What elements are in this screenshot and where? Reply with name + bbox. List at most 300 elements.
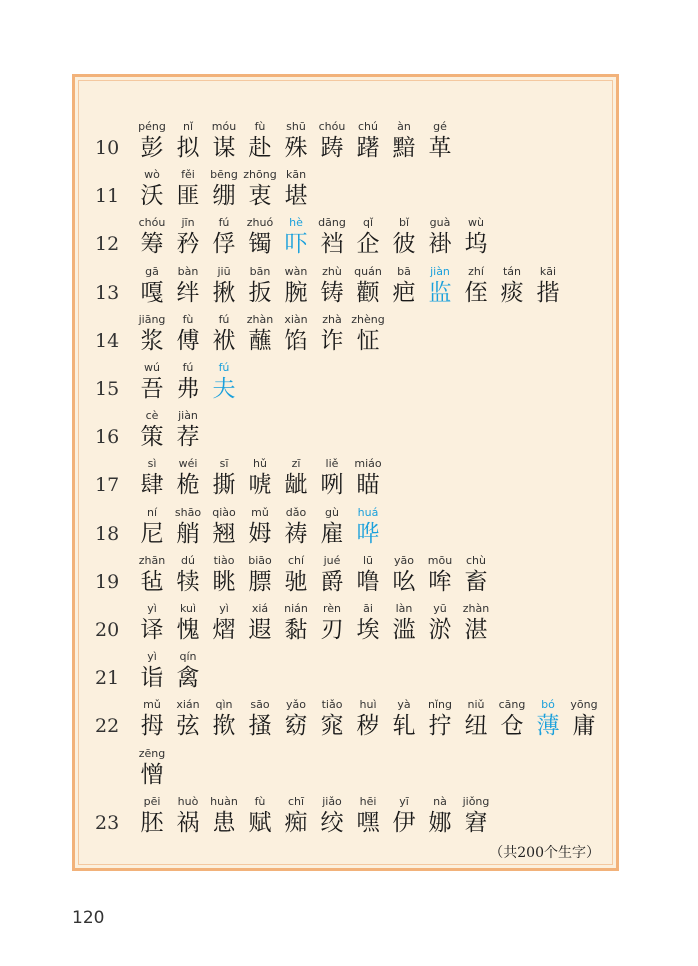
character-cell: [206, 454, 242, 502]
hanzi: 衷: [248, 183, 272, 210]
lesson-row: [75, 310, 616, 358]
lesson-number: 21: [95, 667, 120, 690]
hanzi: 娜: [428, 809, 452, 836]
character-cell: [134, 262, 170, 310]
pinyin: zhān: [138, 553, 166, 567]
pinyin: hēi: [359, 794, 377, 808]
pinyin: qǐ: [362, 216, 374, 230]
pinyin: sī: [219, 457, 229, 471]
pinyin: fú: [218, 216, 230, 230]
total-characters-label: （共200个生字）: [489, 845, 600, 861]
hanzi: 绊: [176, 279, 200, 306]
lesson-row: [75, 358, 616, 406]
character-cell: [314, 454, 350, 502]
pinyin: kuì: [179, 602, 197, 615]
hanzi: 轧: [392, 713, 416, 740]
hanzi: 愧: [176, 617, 200, 643]
hanzi: 秽: [356, 713, 380, 740]
hanzi: 嘿: [356, 809, 380, 836]
lesson-row: [75, 695, 616, 743]
character-cell: [458, 599, 494, 647]
pinyin: ní: [146, 505, 158, 519]
hanzi: 蘸: [248, 327, 272, 354]
pinyin: chī: [287, 794, 305, 808]
pinyin: sì: [147, 457, 157, 471]
pinyin: huàn: [210, 794, 238, 808]
pinyin: fú: [218, 312, 230, 326]
pinyin: yì: [219, 602, 229, 615]
hanzi: 禽: [176, 665, 200, 692]
hanzi: 黏: [284, 617, 308, 643]
pinyin: wú: [144, 361, 160, 374]
pinyin: jiàn: [430, 264, 450, 278]
hanzi: 拇: [140, 713, 164, 740]
hanzi: 窕: [320, 713, 344, 740]
hanzi: 沃: [140, 183, 164, 210]
pinyin: mōu: [427, 553, 453, 567]
hanzi: 毡: [140, 568, 164, 595]
character-cell: [386, 262, 422, 310]
pinyin: jīn: [181, 216, 195, 230]
pinyin: wò: [144, 168, 160, 182]
lesson-number: 10: [95, 137, 120, 159]
character-cell: [134, 744, 170, 792]
hanzi: 俘: [212, 231, 236, 258]
pinyin: rèn: [322, 602, 342, 615]
hanzi: 浆: [140, 327, 164, 354]
hanzi: 搔: [248, 713, 272, 740]
pinyin: qìn: [215, 698, 233, 712]
pinyin: mǔ: [143, 698, 161, 712]
character-table-frame: [72, 74, 619, 871]
lesson-row: [75, 165, 616, 213]
hanzi: 扳: [248, 279, 272, 306]
character-cell: [242, 503, 278, 551]
pinyin: zhuó: [246, 216, 274, 230]
character-cell: [206, 599, 242, 647]
character-cell: [386, 117, 422, 165]
page-number: 120: [72, 908, 105, 928]
character-cell: [134, 647, 170, 695]
pinyin: bó: [541, 698, 555, 712]
hanzi: 匪: [176, 183, 200, 210]
character-cell: [170, 406, 206, 454]
character-cell: [206, 358, 242, 406]
lesson-row: [75, 551, 616, 599]
character-cell: [134, 213, 170, 261]
lesson-number: 18: [95, 522, 120, 545]
character-cell: [314, 695, 350, 743]
character-cell: [278, 213, 314, 261]
character-cell: [170, 165, 206, 213]
hanzi: 诈: [320, 327, 344, 354]
pinyin: jiàn: [178, 409, 198, 423]
character-cell: [422, 551, 458, 599]
hanzi: 仓: [500, 713, 524, 740]
pinyin: huì: [359, 698, 377, 712]
hanzi: 企: [356, 231, 380, 258]
pinyin: wù: [468, 216, 484, 230]
hanzi: 腕: [284, 279, 308, 306]
character-cell: [134, 599, 170, 647]
hanzi: 遐: [248, 617, 272, 643]
hanzi: 爵: [320, 568, 344, 595]
hanzi: 黯: [392, 135, 416, 161]
lesson-row: [75, 503, 616, 551]
hanzi: 哗: [356, 520, 380, 547]
pinyin: yāo: [394, 553, 414, 567]
hanzi: 袱: [212, 327, 236, 354]
pinyin: biāo: [248, 553, 272, 567]
hanzi: 傅: [176, 327, 200, 354]
pinyin: yì: [147, 602, 157, 615]
character-cell: [530, 695, 566, 743]
hanzi: 窈: [284, 713, 308, 740]
pinyin: xiàn: [284, 312, 308, 326]
lesson-number: 22: [95, 715, 120, 738]
pinyin: bēng: [210, 168, 238, 182]
character-cell: [206, 310, 242, 358]
hanzi: 咧: [320, 472, 344, 499]
character-cell: [242, 165, 278, 213]
pinyin: fù: [254, 794, 266, 808]
character-cell: [242, 213, 278, 261]
hanzi: 揿: [212, 713, 236, 740]
pinyin: zhù: [322, 264, 342, 278]
pinyin: huò: [177, 794, 199, 808]
lesson-number: 17: [95, 474, 120, 497]
character-cell: [458, 551, 494, 599]
hanzi: 馅: [284, 327, 308, 354]
hanzi: 颧: [356, 279, 380, 306]
character-cell: [386, 695, 422, 743]
lesson-number: 23: [95, 811, 120, 834]
pinyin: tiǎo: [321, 698, 343, 712]
pinyin: zhà: [322, 312, 342, 326]
hanzi: 憎: [140, 761, 164, 788]
pinyin: āi: [363, 602, 373, 615]
pinyin: jiū: [217, 264, 231, 278]
hanzi: 刃: [320, 617, 344, 643]
lesson-number: 20: [95, 619, 120, 641]
pinyin: kāi: [539, 264, 557, 278]
hanzi: 哞: [428, 568, 452, 595]
character-cell: [170, 599, 206, 647]
character-cell: [170, 310, 206, 358]
character-cell: [350, 695, 386, 743]
hanzi: 膘: [248, 568, 272, 595]
pinyin: jiāng: [138, 312, 166, 326]
character-cell: [314, 262, 350, 310]
hanzi: 祷: [284, 520, 308, 547]
pinyin: dāng: [318, 216, 346, 230]
pinyin: quán: [354, 264, 382, 278]
pinyin: cè: [145, 409, 159, 423]
hanzi: 弗: [176, 376, 200, 402]
pinyin: fú: [182, 361, 194, 374]
lesson-row: [75, 262, 616, 310]
hanzi: 踌: [320, 135, 344, 161]
character-cell: [242, 117, 278, 165]
character-cell: [206, 262, 242, 310]
pinyin: gā: [145, 264, 159, 278]
character-cell: [422, 599, 458, 647]
character-cell: [242, 262, 278, 310]
character-cell: [386, 213, 422, 261]
pinyin: zī: [291, 457, 301, 471]
character-cell: [386, 599, 422, 647]
character-cell: [350, 454, 386, 502]
hanzi: 窘: [464, 809, 488, 836]
character-cell: [350, 310, 386, 358]
hanzi: 揪: [212, 279, 236, 306]
character-cell: [170, 503, 206, 551]
lesson-number: 14: [95, 329, 120, 352]
character-cell: [242, 792, 278, 840]
pinyin: yū: [433, 602, 447, 615]
character-cell: [134, 310, 170, 358]
pinyin: chù: [466, 553, 486, 567]
character-cell: [170, 551, 206, 599]
pinyin: bān: [249, 264, 271, 278]
character-cell: [314, 792, 350, 840]
pinyin: zhí: [468, 264, 484, 278]
character-cell: [386, 551, 422, 599]
character-cell: [134, 792, 170, 840]
lesson-row: [75, 213, 616, 261]
character-cell: [242, 695, 278, 743]
pinyin: huá: [357, 505, 379, 519]
hanzi: 弦: [176, 713, 200, 740]
pinyin: xián: [176, 698, 200, 712]
character-cell: [458, 262, 494, 310]
pinyin: àn: [397, 120, 411, 133]
hanzi: 铸: [320, 279, 344, 306]
hanzi: 诣: [140, 665, 164, 692]
character-cell: [314, 551, 350, 599]
character-cell: [134, 117, 170, 165]
pinyin: nǐ: [182, 120, 194, 133]
character-cell: [278, 503, 314, 551]
pinyin: shāo: [174, 505, 202, 519]
lesson-row: [75, 647, 616, 695]
lesson-row: [75, 744, 616, 792]
hanzi: 策: [140, 424, 164, 451]
character-cell: [422, 262, 458, 310]
hanzi: 译: [140, 617, 164, 643]
hanzi: 裆: [320, 231, 344, 258]
lesson-row: [75, 406, 616, 454]
pinyin: bǐ: [398, 216, 410, 230]
character-cell: [566, 695, 602, 743]
hanzi: 瞄: [356, 472, 380, 499]
hanzi: 唬: [248, 472, 272, 499]
pinyin: xiá: [251, 602, 269, 615]
hanzi: 翘: [212, 520, 236, 547]
pinyin: shū: [286, 120, 306, 133]
lesson-row: [75, 117, 616, 165]
character-cell: [170, 117, 206, 165]
character-cell: [206, 503, 242, 551]
hanzi: 姆: [248, 520, 272, 547]
character-cell: [206, 792, 242, 840]
character-cell: [422, 695, 458, 743]
pinyin: zhōng: [243, 168, 277, 182]
pinyin: mǔ: [251, 505, 269, 519]
pinyin: chí: [287, 553, 305, 567]
hanzi: 绷: [212, 183, 236, 210]
hanzi: 疤: [392, 279, 416, 306]
hanzi: 淤: [428, 617, 452, 643]
pinyin: zhàn: [246, 312, 274, 326]
hanzi: 镯: [248, 231, 272, 258]
hanzi: 滥: [392, 617, 416, 643]
pinyin: wàn: [284, 264, 308, 278]
hanzi: 纽: [464, 713, 488, 740]
hanzi: 躇: [356, 135, 380, 161]
character-cell: [134, 551, 170, 599]
hanzi: 撕: [212, 472, 236, 499]
hanzi: 堪: [284, 183, 308, 210]
character-cell: [278, 551, 314, 599]
character-cell: [170, 454, 206, 502]
pinyin: nà: [433, 794, 447, 808]
pinyin: hǔ: [253, 457, 267, 471]
character-cell: [170, 792, 206, 840]
pinyin: fěi: [181, 168, 195, 182]
character-cell: [134, 695, 170, 743]
pinyin: tán: [502, 264, 522, 278]
character-cell: [458, 695, 494, 743]
character-cell: [350, 503, 386, 551]
character-cell: [134, 503, 170, 551]
character-cell: [170, 695, 206, 743]
pinyin: guà: [429, 216, 451, 230]
pinyin: qiào: [212, 505, 236, 519]
character-cell: [170, 213, 206, 261]
hanzi: 揩: [536, 279, 560, 306]
lesson-row: [75, 792, 616, 840]
hanzi: 薄: [536, 713, 560, 740]
hanzi: 肆: [140, 472, 164, 499]
hanzi: 殊: [284, 135, 308, 161]
pinyin: cāng: [498, 698, 526, 712]
pinyin: miáo: [354, 457, 382, 471]
lesson-number: 19: [95, 570, 120, 593]
lesson-number: 11: [95, 185, 120, 208]
hanzi: 夫: [212, 376, 236, 402]
hanzi: 赋: [248, 809, 272, 836]
character-cell: [206, 213, 242, 261]
character-cell: [494, 262, 530, 310]
hanzi: 痴: [284, 809, 308, 836]
pinyin: bàn: [177, 264, 199, 278]
character-cell: [278, 262, 314, 310]
character-cell: [494, 695, 530, 743]
hanzi: 革: [428, 135, 452, 161]
character-cell: [422, 213, 458, 261]
hanzi: 拟: [176, 135, 200, 161]
character-cell: [242, 454, 278, 502]
character-cell: [278, 792, 314, 840]
pinyin: péng: [138, 120, 166, 133]
lesson-row: [75, 454, 616, 502]
pinyin: móu: [211, 120, 237, 133]
hanzi: 畜: [464, 568, 488, 595]
character-cell: [170, 262, 206, 310]
hanzi: 矜: [176, 231, 200, 258]
character-cell: [170, 647, 206, 695]
lesson-number: 16: [95, 426, 120, 449]
pinyin: jiǒng: [462, 794, 490, 808]
hanzi: 祸: [176, 809, 200, 836]
character-cell: [530, 262, 566, 310]
lesson-row: [75, 599, 616, 647]
character-cell: [422, 117, 458, 165]
hanzi: 犊: [176, 568, 200, 595]
pinyin: zhèng: [351, 312, 385, 326]
pinyin: tiào: [213, 553, 235, 567]
pinyin: zēng: [138, 746, 166, 760]
pinyin: yōng: [570, 698, 598, 712]
hanzi: 赴: [248, 135, 272, 161]
pinyin: yì: [147, 650, 157, 664]
pinyin: pēi: [143, 794, 161, 808]
character-cell: [206, 695, 242, 743]
lesson-number: 13: [95, 281, 120, 304]
character-cell: [278, 695, 314, 743]
pinyin: wéi: [178, 457, 198, 471]
pinyin: zhàn: [462, 602, 490, 615]
hanzi: 伊: [392, 809, 416, 836]
hanzi: 眺: [212, 568, 236, 595]
pinyin: nǐng: [428, 698, 452, 712]
pinyin: chóu: [318, 120, 346, 133]
hanzi: 怔: [356, 327, 380, 354]
hanzi: 龇: [284, 472, 308, 499]
pinyin: yī: [399, 794, 409, 808]
character-cell: [278, 599, 314, 647]
hanzi: 湛: [464, 617, 488, 643]
character-cell: [206, 551, 242, 599]
hanzi: 侄: [464, 279, 488, 306]
hanzi: 埃: [356, 617, 380, 643]
character-cell: [314, 213, 350, 261]
pinyin: niǔ: [467, 698, 485, 712]
hanzi: 吆: [392, 568, 416, 595]
character-cell: [134, 165, 170, 213]
pinyin: bā: [397, 264, 411, 278]
character-cell: [458, 792, 494, 840]
pinyin: yǎo: [286, 698, 306, 712]
hanzi: 绞: [320, 809, 344, 836]
hanzi: 坞: [464, 231, 488, 258]
pinyin: liě: [325, 457, 339, 471]
pinyin: fú: [218, 361, 230, 374]
pinyin: kān: [285, 168, 307, 182]
pinyin: dǎo: [285, 505, 307, 519]
character-cell: [170, 358, 206, 406]
pinyin: dú: [181, 553, 195, 567]
character-cell: [350, 117, 386, 165]
pinyin: làn: [395, 602, 413, 615]
lesson-number: 12: [95, 233, 120, 256]
hanzi: 桅: [176, 472, 200, 499]
character-cell: [134, 454, 170, 502]
character-cell: [278, 310, 314, 358]
pinyin: jué: [323, 553, 341, 567]
hanzi: 拧: [428, 713, 452, 740]
